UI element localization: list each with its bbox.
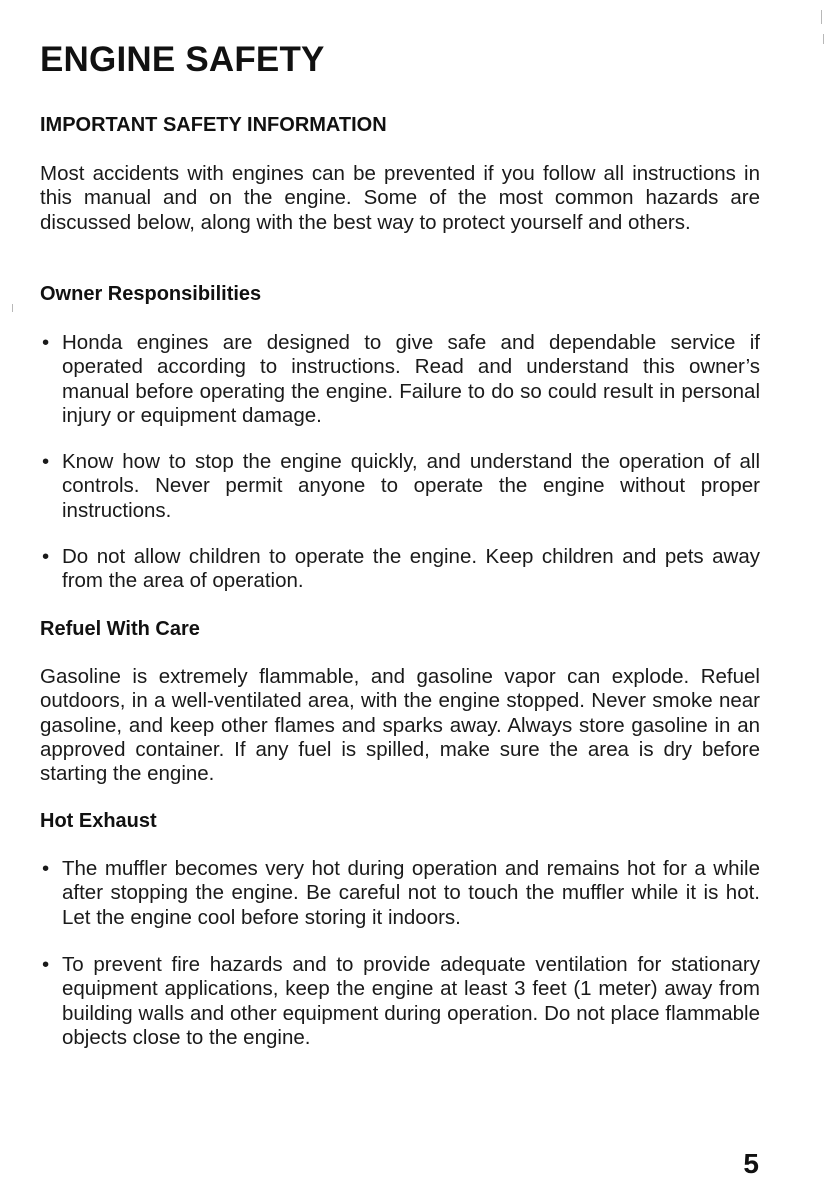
owner-bullet-2	[40, 450, 760, 523]
scan-artifact	[821, 10, 822, 24]
owner-bullet-1-text: Honda engines are designed to give safe and dependable service if operated according to instructions. Read and understand this owner’s manual before operating the engine. Failure to do so could result in personal injury or equipment damage.	[62, 331, 760, 427]
bullet-dot: •	[42, 857, 50, 880]
owner-bullet-2-text: Know how to stop the engine quickly, and understand the operation of all controls. Never permit anyone to operate the engine without proper instructions.	[62, 450, 760, 522]
important-safety-paragraph: Most accidents with engines can be prevented if you follow all instructions in this manual and on the engine. Some of the most common hazards are discussed below, along with the best way to protect yourself and others.	[40, 162, 760, 234]
refuel-paragraph: Gasoline is extremely flammable, and gasoline vapor can explode. Refuel outdoors, in a well-ventilated area, with the engine stopped. Never smoke near gasoline, and keep other flames and sparks away. Always store gasoline in an approved container. If any fuel is spilled, make sure the area is dry before starting the engine.	[40, 665, 760, 786]
scan-artifact	[823, 34, 824, 44]
heading-refuel-with-care: Refuel With Care	[40, 618, 200, 640]
exhaust-bullet-1-text: The muffler becomes very hot during operation and remains hot for a while after stopping the engine. Be careful not to touch the muffler while it is hot. Let the engine cool before storing it indoors.	[62, 857, 760, 929]
bullet-dot: •	[42, 545, 50, 568]
exhaust-bullet-1	[40, 857, 760, 930]
bullet-dot: •	[42, 450, 50, 473]
owner-bullet-1	[40, 331, 760, 428]
owner-bullet-3-text: Do not allow children to operate the engine. Keep children and pets away from the area of operation.	[62, 545, 760, 593]
page-number: 5	[743, 1148, 759, 1179]
scan-artifact	[12, 304, 13, 312]
exhaust-bullet-2	[40, 953, 760, 1050]
heading-hot-exhaust: Hot Exhaust	[40, 810, 157, 832]
bullet-dot: •	[42, 953, 50, 976]
heading-important-safety-information: IMPORTANT SAFETY INFORMATION	[40, 114, 387, 136]
page-title: ENGINE SAFETY	[40, 40, 325, 79]
owner-bullet-3	[40, 545, 760, 594]
exhaust-bullet-2-text: To prevent fire hazards and to provide adequate ventilation for stationary equipment applications, keep the engine at least 3 feet (1 meter) away from building walls and other equipment during operation. Do not place flammable objects close to the engine.	[62, 953, 760, 1049]
heading-owner-responsibilities: Owner Responsibilities	[40, 283, 262, 305]
bullet-dot: •	[42, 331, 50, 354]
